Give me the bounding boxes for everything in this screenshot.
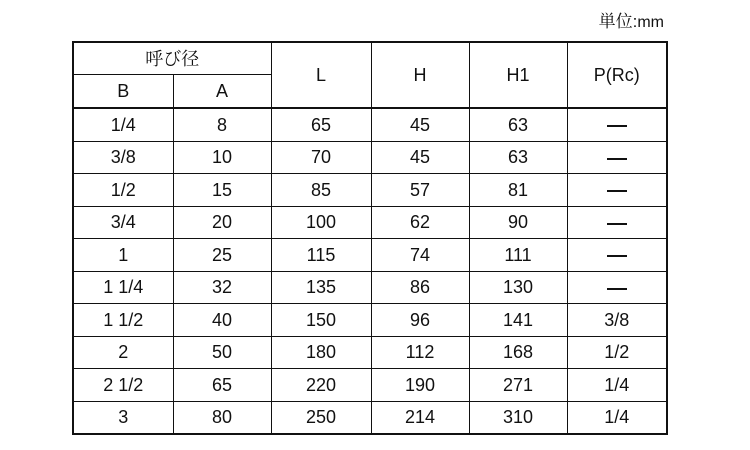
cell-size-a: 80 bbox=[173, 401, 271, 434]
cell-length-l: 150 bbox=[271, 304, 371, 337]
cell-size-b: 1 1/4 bbox=[73, 271, 173, 304]
cell-height-h: 62 bbox=[371, 206, 469, 239]
table-header bbox=[73, 42, 667, 108]
cell-size-a: 20 bbox=[173, 206, 271, 239]
cell-size-b: 1/4 bbox=[73, 108, 173, 141]
nominal-size-header: 呼び径 bbox=[73, 42, 271, 75]
cell-size-b: 1 1/2 bbox=[73, 304, 173, 337]
unit-value: mm bbox=[637, 14, 664, 31]
cell-port-p-rc bbox=[567, 108, 667, 141]
cell-length-l: 250 bbox=[271, 401, 371, 434]
cell-height-h1: 63 bbox=[469, 108, 567, 141]
table-row bbox=[73, 108, 667, 141]
cell-length-l: 220 bbox=[271, 369, 371, 402]
table-row bbox=[73, 401, 667, 434]
table-row bbox=[73, 239, 667, 272]
unit-prefix: 単位: bbox=[598, 12, 638, 31]
cell-height-h: 74 bbox=[371, 239, 469, 272]
cell-height-h1: 271 bbox=[469, 369, 567, 402]
dash-mark bbox=[607, 255, 627, 257]
cell-size-b: 2 bbox=[73, 336, 173, 369]
cell-size-a: 10 bbox=[173, 141, 271, 174]
cell-port-p-rc: 1/2 bbox=[567, 336, 667, 369]
cell-size-b: 3 bbox=[73, 401, 173, 434]
cell-port-p-rc: 1/4 bbox=[567, 401, 667, 434]
table-row bbox=[73, 271, 667, 304]
dash-mark bbox=[607, 158, 627, 160]
table-row bbox=[73, 336, 667, 369]
cell-size-a: 40 bbox=[173, 304, 271, 337]
table-row bbox=[73, 304, 667, 337]
cell-size-b: 1 bbox=[73, 239, 173, 272]
cell-size-a: 8 bbox=[173, 108, 271, 141]
cell-port-p-rc bbox=[567, 271, 667, 304]
cell-size-b: 3/4 bbox=[73, 206, 173, 239]
cell-size-a: 65 bbox=[173, 369, 271, 402]
cell-height-h: 45 bbox=[371, 141, 469, 174]
cell-size-b: 3/8 bbox=[73, 141, 173, 174]
cell-length-l: 180 bbox=[271, 336, 371, 369]
cell-length-l: 115 bbox=[271, 239, 371, 272]
cell-port-p-rc bbox=[567, 174, 667, 207]
cell-height-h1: 81 bbox=[469, 174, 567, 207]
cell-height-h1: 111 bbox=[469, 239, 567, 272]
header-a: A bbox=[173, 75, 271, 109]
header-b: B bbox=[73, 75, 173, 109]
header-l: L bbox=[271, 42, 371, 108]
cell-size-a: 15 bbox=[173, 174, 271, 207]
dash-mark bbox=[607, 190, 627, 192]
cell-height-h1: 90 bbox=[469, 206, 567, 239]
dash-mark bbox=[607, 223, 627, 225]
header-h: H bbox=[371, 42, 469, 108]
header-p-rc: P(Rc) bbox=[567, 42, 667, 108]
dash-mark bbox=[607, 288, 627, 290]
cell-length-l: 65 bbox=[271, 108, 371, 141]
cell-height-h1: 141 bbox=[469, 304, 567, 337]
cell-port-p-rc: 3/8 bbox=[567, 304, 667, 337]
dimension-table bbox=[72, 41, 668, 435]
cell-height-h: 86 bbox=[371, 271, 469, 304]
table-row bbox=[73, 369, 667, 402]
cell-height-h: 96 bbox=[371, 304, 469, 337]
cell-length-l: 100 bbox=[271, 206, 371, 239]
cell-port-p-rc: 1/4 bbox=[567, 369, 667, 402]
table-row bbox=[73, 141, 667, 174]
cell-height-h1: 310 bbox=[469, 401, 567, 434]
cell-size-a: 32 bbox=[173, 271, 271, 304]
cell-height-h: 112 bbox=[371, 336, 469, 369]
dash-mark bbox=[607, 125, 627, 127]
cell-height-h1: 63 bbox=[469, 141, 567, 174]
cell-size-a: 50 bbox=[173, 336, 271, 369]
cell-height-h: 190 bbox=[371, 369, 469, 402]
cell-port-p-rc bbox=[567, 239, 667, 272]
cell-size-a: 25 bbox=[173, 239, 271, 272]
table-row bbox=[73, 174, 667, 207]
cell-height-h: 45 bbox=[371, 108, 469, 141]
cell-length-l: 70 bbox=[271, 141, 371, 174]
cell-length-l: 135 bbox=[271, 271, 371, 304]
cell-port-p-rc bbox=[567, 206, 667, 239]
header-h1: H1 bbox=[469, 42, 567, 108]
cell-height-h1: 168 bbox=[469, 336, 567, 369]
cell-size-b: 1/2 bbox=[73, 174, 173, 207]
cell-height-h: 57 bbox=[371, 174, 469, 207]
cell-port-p-rc bbox=[567, 141, 667, 174]
table-row bbox=[73, 206, 667, 239]
cell-size-b: 2 1/2 bbox=[73, 369, 173, 402]
table-body bbox=[73, 108, 667, 434]
unit-label bbox=[599, 11, 664, 34]
cell-length-l: 85 bbox=[271, 174, 371, 207]
cell-height-h1: 130 bbox=[469, 271, 567, 304]
cell-height-h: 214 bbox=[371, 401, 469, 434]
